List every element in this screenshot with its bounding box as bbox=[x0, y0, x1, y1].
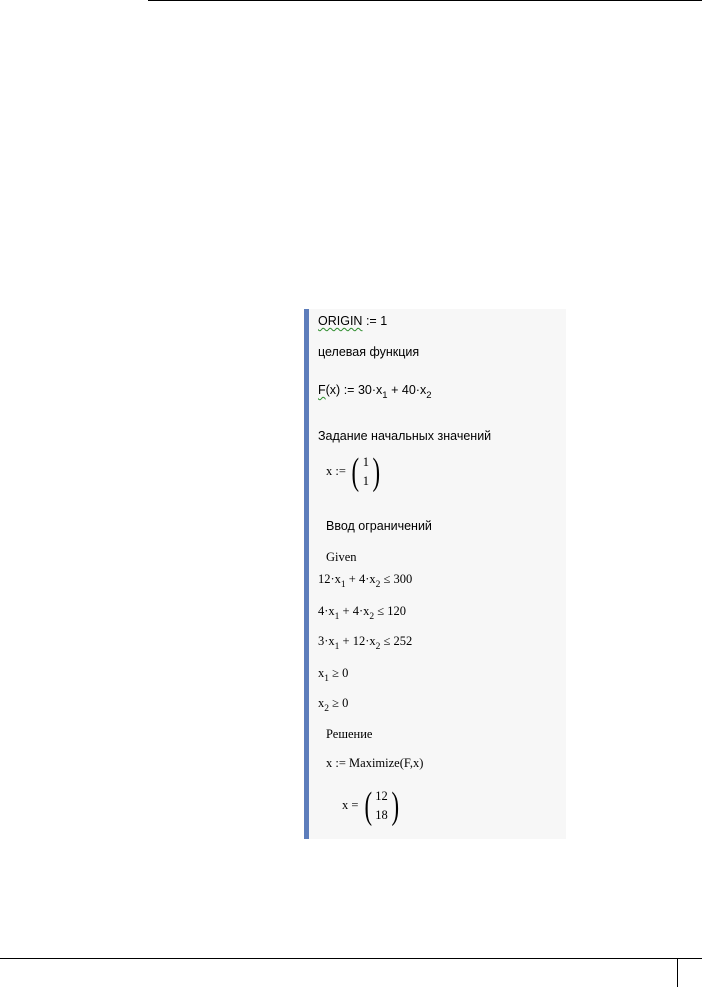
constraint-2: $4\cdot x_1 + 4\cdot x_2 \le 120$ bbox=[318, 604, 407, 622]
objective-function: F(x) := $30\cdot x_1 + 40\cdot x_2$ bbox=[318, 383, 432, 401]
given-keyword: Given bbox=[326, 550, 357, 564]
header-rule bbox=[148, 0, 702, 1]
maximize-call: x := Maximize(F,x) bbox=[326, 756, 424, 770]
objective-label: целевая функция bbox=[318, 345, 420, 359]
initial-vector: x := ( 1 1 ) bbox=[326, 451, 381, 493]
constraint-3: $3\cdot x_1 + 12\cdot x_2 \le 252$ bbox=[318, 634, 413, 652]
constraints-label: Ввод ограничений bbox=[326, 519, 432, 533]
solution-label: Решение bbox=[326, 727, 373, 741]
result-vector: x = ( 12 18 ) bbox=[342, 785, 399, 827]
origin-definition: ORIGIN := 1 bbox=[318, 314, 388, 328]
constraint-1: $12\cdot x_1 + 4\cdot x_2 \le 300$ bbox=[318, 572, 413, 590]
footer-rule bbox=[0, 958, 702, 959]
initial-values-label: Задание начальных значений bbox=[318, 429, 492, 443]
bound-x2: $x_2 \ge 0$ bbox=[318, 696, 349, 714]
mathcad-worksheet bbox=[304, 309, 566, 839]
bound-x1: $x_1 \ge 0$ bbox=[318, 666, 349, 684]
region-selection-bar bbox=[304, 309, 309, 839]
footer-corner-line bbox=[677, 958, 678, 987]
